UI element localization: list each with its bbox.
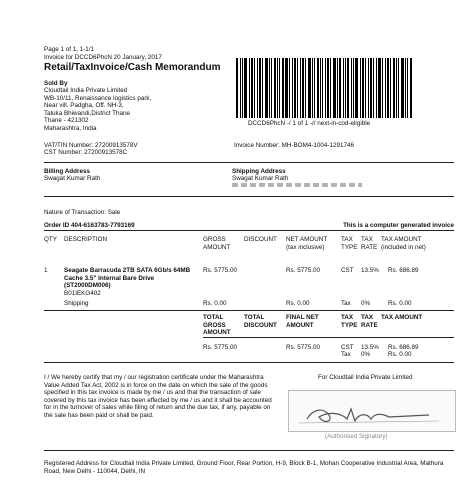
th-net: NET AMOUNT (tax inclusive) <box>286 236 328 251</box>
barcode-bar <box>244 58 247 118</box>
barcode-bar <box>378 58 381 118</box>
barcode-bar <box>405 58 406 118</box>
th-total-gross: TOTAL GROSS AMOUNT <box>203 314 231 337</box>
page-title: Retail/TaxInvoice/Cash Memorandum <box>44 62 221 73</box>
barcode-bar <box>362 58 364 118</box>
barcode-bar <box>385 58 386 118</box>
divider <box>44 362 454 363</box>
barcode-bar <box>410 58 412 118</box>
signature-box <box>288 390 456 432</box>
shipping-label: Shipping <box>64 300 89 307</box>
cst-number: CST Number: 27200913578C <box>44 149 128 156</box>
sold-by-line: Thane - 421302 <box>44 117 89 125</box>
barcode-bar <box>325 58 326 118</box>
barcode-bar <box>360 58 361 118</box>
item-tax-amount: Rs. 686.89 <box>388 267 419 274</box>
divider <box>44 230 454 231</box>
computer-generated-note: This is a computer generated invoice <box>343 222 454 229</box>
th-gross: GROSS AMOUNT <box>203 236 231 251</box>
barcode-bar <box>327 58 329 118</box>
total-gross: Rs. 5775.00 <box>203 344 237 351</box>
total-tax-rate-1: 13.5% <box>361 344 379 351</box>
barcode-bar <box>259 58 261 118</box>
barcode-bar <box>282 58 284 118</box>
barcode-bar <box>339 58 341 118</box>
total-net: Rs. 5775.00 <box>286 344 320 351</box>
item-code: B01IEKG402 <box>64 290 101 297</box>
barcode-bar <box>351 58 352 118</box>
barcode-bar <box>370 58 372 118</box>
billing-name: Swagat Kumar Rath <box>44 175 101 182</box>
barcode-bar <box>297 58 298 118</box>
total-tax-amount-1: Rs. 686.89 <box>388 344 419 351</box>
total-tax-type-1: CST <box>341 344 354 351</box>
item-tax-rate: 13.5% <box>361 267 379 274</box>
barcode-bar <box>292 58 293 118</box>
barcode-bar <box>368 58 369 118</box>
barcode-bar <box>236 58 238 118</box>
invoice-number: Invoice Number: MH-BOM4-1004-1291746 <box>234 142 355 149</box>
barcode-bar <box>401 58 404 118</box>
th-total-discount: TOTAL DISCOUNT <box>244 314 277 329</box>
shipping-heading: Shipping Address <box>232 168 286 175</box>
sold-by-line: Taluka Bhiwandi,District Thane <box>44 109 130 117</box>
barcode-bar <box>330 58 331 118</box>
barcode-image <box>236 58 416 118</box>
total-tax-amount-2: Rs. 0.00 <box>388 351 412 358</box>
th-tax-amount: TAX AMOUNT (included in net) <box>381 236 426 251</box>
barcode-bar <box>343 58 344 118</box>
barcode-bar <box>337 58 338 118</box>
barcode-bar <box>322 58 323 118</box>
item-gross: Rs. 5775.00 <box>203 267 237 274</box>
th-qty: QTY <box>44 236 57 243</box>
barcode-bar <box>269 58 270 118</box>
barcode-bar <box>387 58 389 118</box>
barcode-bar <box>257 58 258 118</box>
signatory-label: (Authorised Signatory) <box>325 433 388 440</box>
vat-number: VAT/TIN Number: 27200913578V <box>44 142 138 149</box>
barcode-bar <box>382 58 383 118</box>
barcode-bar <box>355 58 358 118</box>
item-net: Rs. 5775.00 <box>286 267 320 274</box>
barcode-bar <box>390 58 391 118</box>
shipping-net: Rs. 0.00 <box>286 300 310 307</box>
divider <box>44 196 454 197</box>
barcode-bar <box>396 58 397 118</box>
barcode-bar <box>365 58 366 118</box>
shipping-tax-amount: Rs. 0.00 <box>388 300 412 307</box>
barcode-bar <box>308 58 311 118</box>
barcode-bar <box>274 58 276 118</box>
barcode-bar <box>345 58 346 118</box>
billing-heading: Billing Address <box>44 168 90 175</box>
nature-of-transaction: Nature of Transaction: Sale <box>44 209 121 216</box>
sold-by-address <box>44 87 224 133</box>
divider <box>203 337 454 338</box>
signatory-for: For Cloudtail India Private Limited <box>318 374 413 381</box>
barcode-bar <box>312 58 313 118</box>
sold-by-heading: Sold By <box>44 80 68 87</box>
total-tax-type-2: Tax <box>341 351 351 358</box>
sold-by-line: Maharashtra, India <box>44 124 97 132</box>
th-final-net: FINAL NET AMOUNT <box>286 314 319 329</box>
barcode-bar <box>271 58 272 118</box>
barcode-bar <box>251 58 253 118</box>
barcode-bar <box>393 58 395 118</box>
barcode-bar <box>240 58 241 118</box>
th-total-tax-rate: TAX RATE <box>361 314 378 329</box>
barcode-bar <box>353 58 354 118</box>
barcode-bar <box>398 58 399 118</box>
barcode-bar <box>254 58 255 118</box>
item-qty: 1 <box>44 267 48 274</box>
barcode-bar <box>285 58 288 118</box>
invoice-for: Invoice for DCCD6PhcN 20 January, 2017 <box>44 54 162 61</box>
page-count: Page 1 of 1, 1-1/1 <box>44 46 95 53</box>
barcode-bar <box>300 58 301 118</box>
sold-by-line: WB-10/11, Renaissance logistics park, <box>44 94 152 102</box>
shipping-tax-rate: 0% <box>361 300 371 307</box>
barcode-bar <box>376 58 377 118</box>
barcode-bar <box>347 58 349 118</box>
th-discount: DISCOUNT <box>244 236 277 243</box>
barcode-caption: DCCD6PhcN -/ 1 of 1 -// next-in-cod-eligible <box>248 120 371 127</box>
th-description: DESCRIPTION <box>64 236 108 243</box>
sold-by-line: Near vill. Padgha, Off. NH-3, <box>44 102 124 110</box>
barcode-bar <box>317 58 319 118</box>
barcode-bar <box>320 58 321 118</box>
barcode-bar <box>305 58 306 118</box>
total-tax-rate-2: 0% <box>361 351 371 358</box>
shipping-name: Swagat Kumar Rath <box>232 175 289 182</box>
divider <box>44 310 454 311</box>
redacted-address <box>232 183 362 187</box>
barcode-bar <box>373 58 374 118</box>
shipping-gross: Rs. 0.00 <box>203 300 227 307</box>
barcode-bar <box>294 58 296 118</box>
registered-address: Registered Address for Cloudtail India Private Limited, Ground Floor, Rear Portion, H-9, Block B-1, Mohan Cooperative Industrial Area, Mathura Road, New Delhi - 110044, Delhi, IN <box>44 460 444 475</box>
th-tax-rate: TAX RATE <box>361 236 378 251</box>
barcode-bar <box>262 58 263 118</box>
shipping-tax-type: Tax <box>341 300 351 307</box>
sold-by-line: Cloudtail India Private Limited <box>44 87 128 94</box>
barcode-bar <box>242 58 243 118</box>
th-tax-type: TAX TYPE <box>341 236 358 251</box>
certification-text: I / We hereby certify that my / our registration certificate under the Maharashtra Value Added Tax Act, 2002 is in force on the date on which the sale of the goods specified in this tax invoice is made by me / us and that the transaction of sale covered by this tax invoice has been effected by me / us and it shall be accounted for in the turnover of sales while filing of return and the due tax, if any, payable on the sale has been paid or shall be paid. <box>44 374 272 419</box>
signature-image <box>289 391 455 431</box>
order-id: Order ID 404-6163783-7793169 <box>44 222 135 229</box>
barcode-bar <box>333 58 336 118</box>
divider <box>44 162 454 163</box>
th-total-tax-amount: TAX AMOUNT <box>381 314 423 321</box>
barcode-bar <box>407 58 408 118</box>
item-name: Seagate Barracuda 2TB SATA 6Gb/s 64MB Cache 3.5" Internal Bare Drive (ST2000DM006) <box>64 267 191 290</box>
item-tax-type: CST <box>341 267 354 274</box>
barcode-bar <box>314 58 315 118</box>
barcode-bar <box>265 58 268 118</box>
barcode-bar <box>302 58 304 118</box>
barcode-bar <box>289 58 290 118</box>
barcode-bar <box>277 58 278 118</box>
barcode-bar <box>279 58 280 118</box>
divider <box>44 450 454 451</box>
barcode-bar <box>249 58 250 118</box>
th-total-tax-type: TAX TYPE <box>341 314 358 329</box>
